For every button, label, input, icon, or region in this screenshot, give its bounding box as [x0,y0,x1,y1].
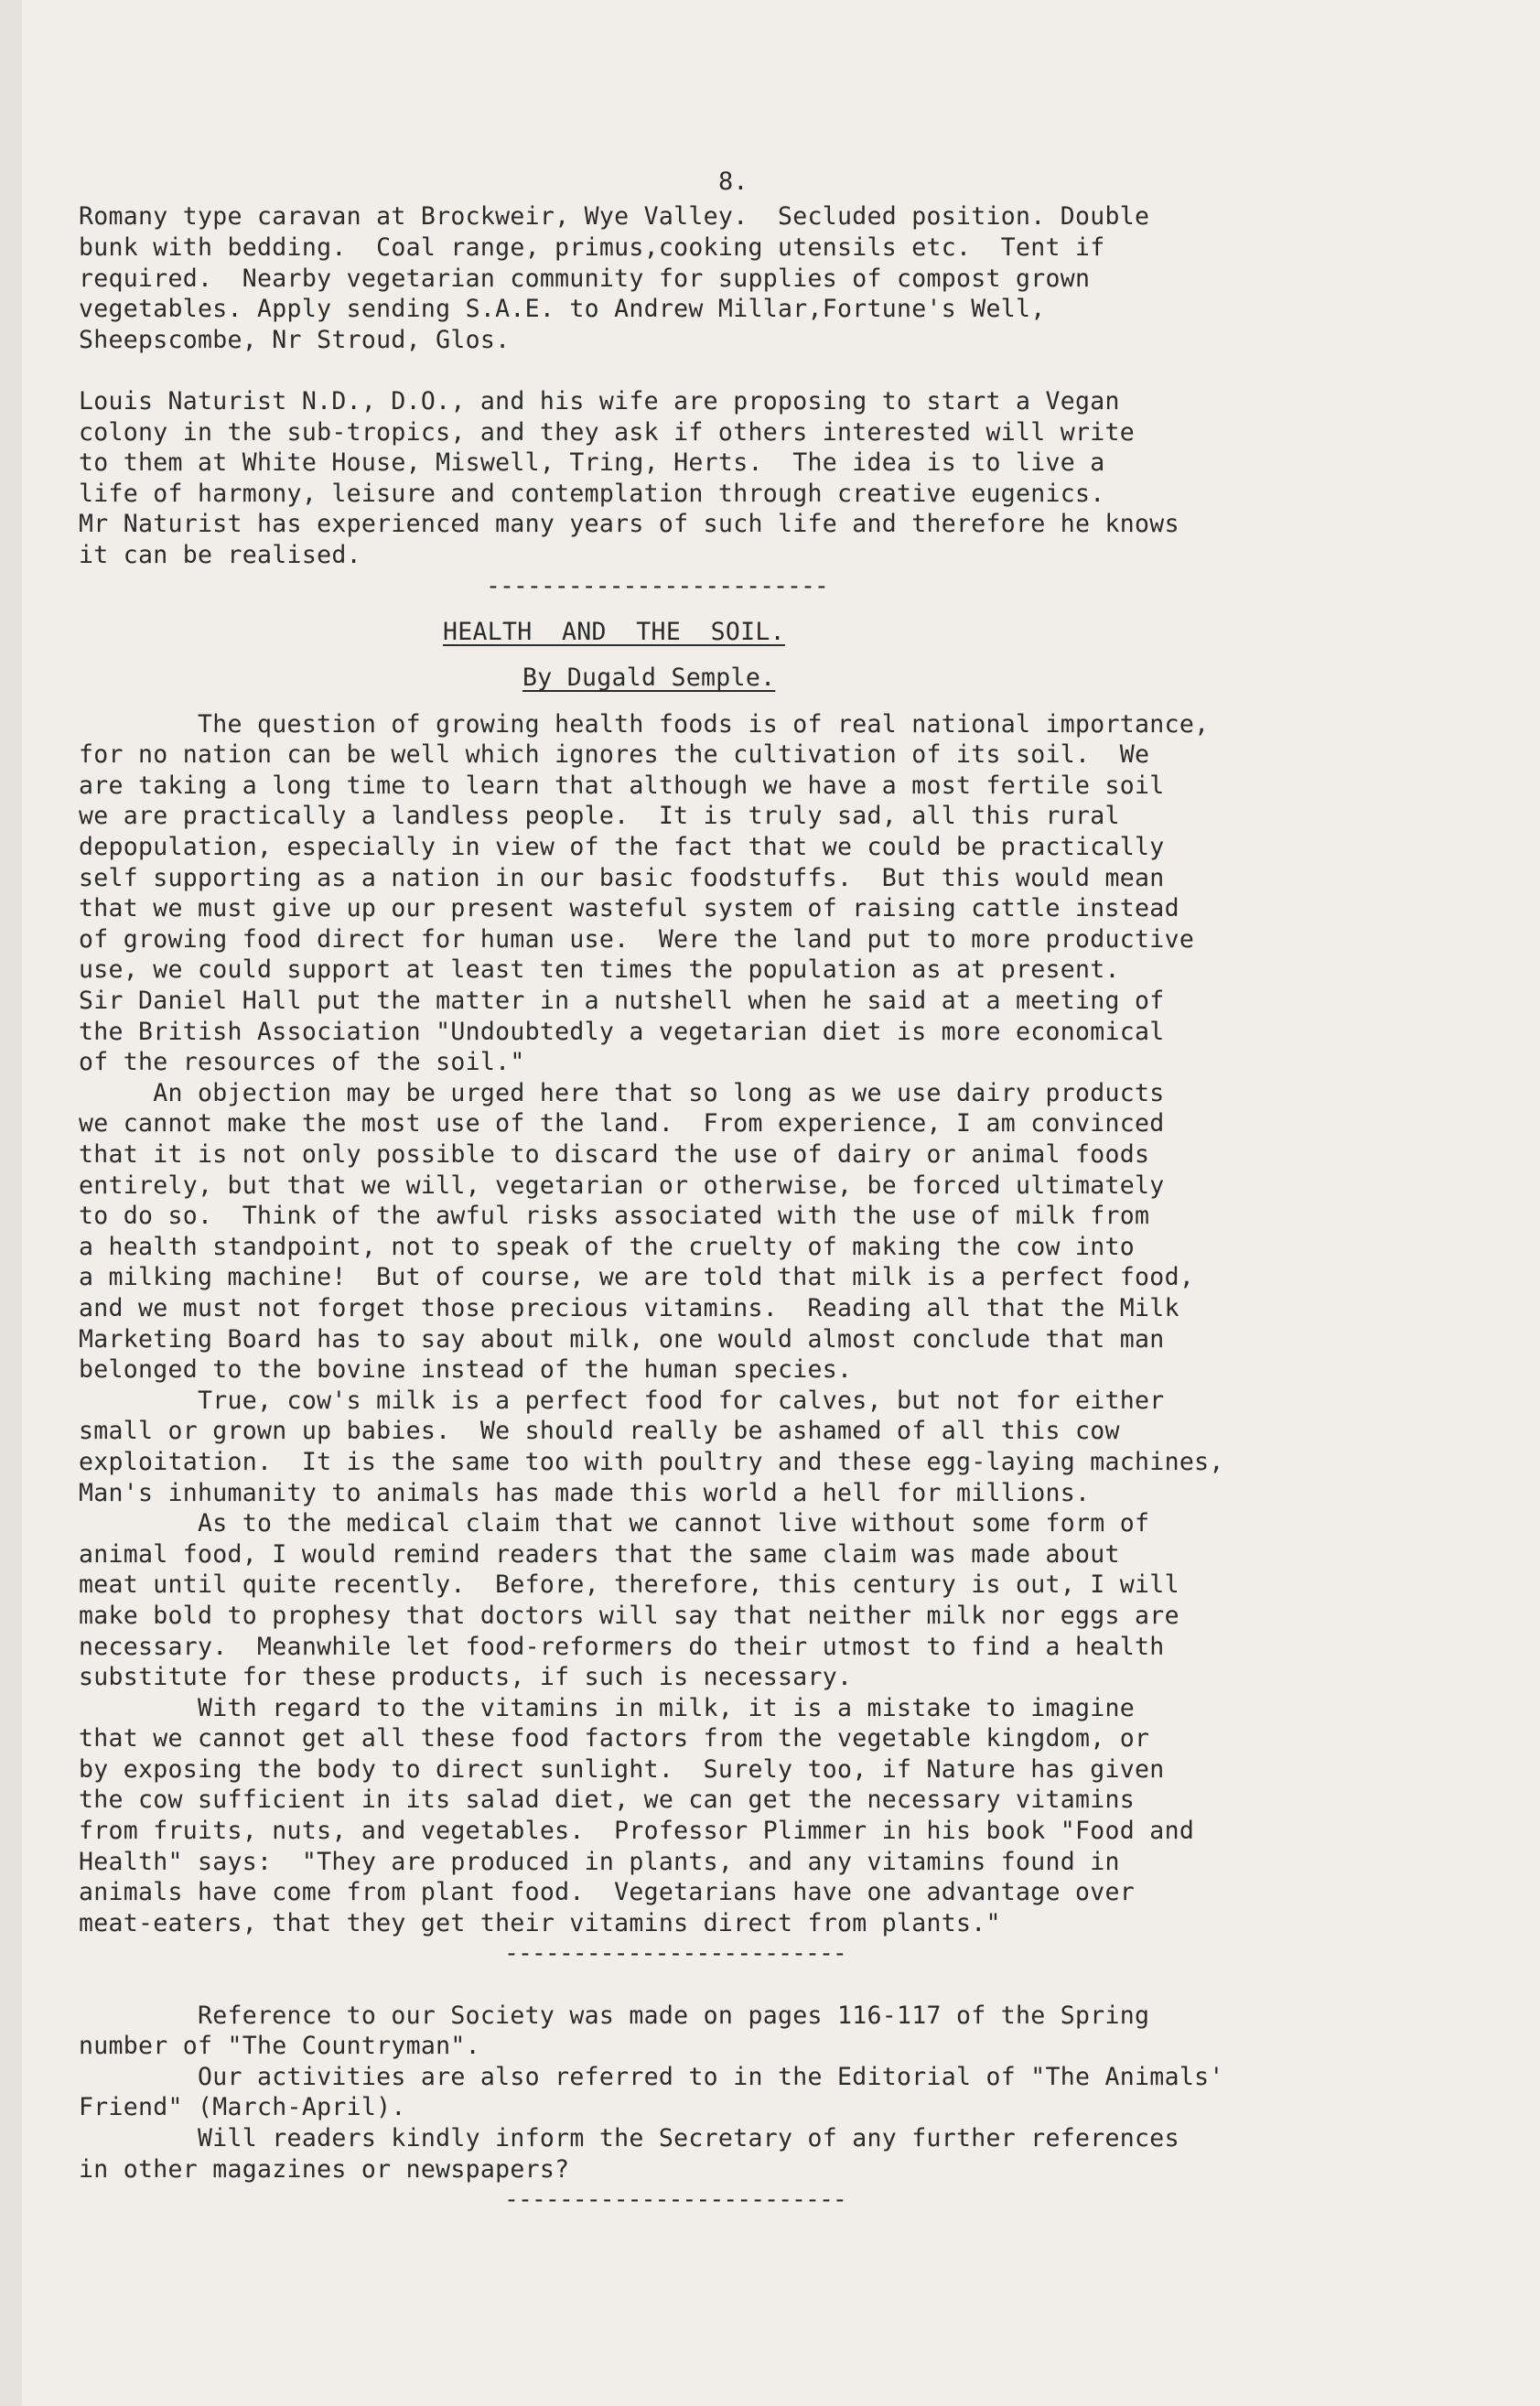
reference-line: Reference to our Society was made on pages 116-117 of the Spring [79,2001,1150,2030]
article-line: Marketing Board has to say about milk, one would almost conclude that man [79,1324,1165,1354]
article-line: As to the medical claim that we cannot live without some form of [79,1509,1150,1538]
reference-line: Our activities are also referred to in the Editorial of "The Animals' [79,2062,1224,2091]
article-line: substitute for these products, if such is necessary. [79,1663,853,1692]
reference-line: Will readers kindly inform the Secretary of any further references [79,2124,1179,2152]
section-divider: ------------------------- [504,1939,846,1969]
reference-line: number of "The Countryman". [79,2032,480,2061]
spacer [79,648,1479,664]
notice-vegan-colony [79,386,1479,571]
article-line: that it is not only possible to discard the use of dairy or animal foods [79,1140,1150,1169]
page-body [79,156,1479,2216]
notice-line: to them at White House, Miswell, Tring, Herts. The idea is to live a [79,448,1105,478]
article-line: depopulation, especially in view of the fact that we could be practically [79,833,1165,862]
spacer [79,355,1479,386]
article-line: Man's inhumanity to animals has made this world a hell for millions. [79,1478,1091,1507]
page-number: 8. [718,167,748,196]
article-line: make bold to prophesy that doctors will say that neither milk nor eggs are [79,1601,1179,1630]
notice-line: Romany type caravan at Brockweir, Wye Valley. Secluded position. Double [79,202,1150,232]
reference-line: in other magazines or newspapers? [79,2154,570,2184]
notice-line: Louis Naturist N.D., D.O., and his wife are proposing to start a Vegan [79,386,1120,415]
notice-caravan [79,201,1479,355]
notice-line: colony in the sub-tropics, and they ask if others interested will write [79,417,1136,447]
article-line: exploitation. It is the same too with poultry and these egg-laying machines, [79,1447,1224,1476]
article-body [79,709,1479,1939]
article-line: Sir Daniel Hall put the matter in a nutshell when he said at a meeting of [79,987,1165,1016]
notice-line: Sheepscombe, Nr Stroud, Glos. [79,325,511,354]
spacer [79,156,1479,187]
article-title [79,617,1479,648]
article-line: small or grown up babies. We should really be ashamed of all this cow [79,1417,1120,1446]
notice-line: bunk with bedding. Coal range, primus,cooking utensils etc. Tent if [79,232,1105,262]
notice-line: life of harmony, leisure and contemplation through creative eugenics. [79,479,1105,508]
article-line: With regard to the vitamins in milk, it is a mistake to imagine [79,1693,1136,1722]
article-line: belonged to the bovine instead of the human species. [79,1355,853,1385]
article-byline-text: By Dugald Semple. [522,664,776,693]
article-line: animals have come from plant food. Vegetarians have one advantage over [79,1878,1136,1907]
notice-line: vegetables. Apply sending S.A.E. to Andrew Millar,Fortune's Well, [79,295,1046,324]
article-line: to do so. Think of the awful risks associated with the use of milk from [79,1202,1150,1231]
article-line: from fruits, nuts, and vegetables. Professor Plimmer in his book "Food and [79,1817,1195,1846]
article-line: The question of growing health foods is of real national importance, [79,709,1210,739]
article-line: that we cannot get all these food factors from the vegetable kingdom, or [79,1724,1150,1753]
article-line: we are practically a landless people. It is truly sad, all this rural [79,802,1120,831]
article-line: entirely, but that we will, vegetarian or otherwise, be forced ultimately [79,1171,1165,1200]
spacer [79,601,1479,617]
article-line: meat-eaters, that they get their vitamins direct from plants." [79,1908,1001,1937]
article-line: the cow sufficient in its salad diet, we can get the necessary vitamins [79,1786,1136,1815]
references-section [79,2001,1479,2185]
article-line: the British Association "Undoubtedly a vegetarian diet is more economical [79,1017,1165,1046]
notice-line: Mr Naturist has experienced many years of such life and therefore he knows [79,510,1179,539]
article-line: are taking a long time to learn that although we have a most fertile soil [79,771,1165,800]
article-line: Health" says: "They are produced in plants, and any vitamins found in [79,1847,1120,1876]
section-divider: ------------------------- [486,571,828,600]
article-line: necessary. Meanwhile let food-reformers do their utmost to find a health [79,1632,1165,1661]
article-line: that we must give up our present wasteful system of raising cattle instead [79,894,1179,923]
article-line: we cannot make the most use of the land. From experience, I am convinced [79,1109,1165,1138]
article-line: of the resources of the soil." [79,1048,525,1077]
page-edge-shadow [0,0,22,2406]
article-line: self supporting as a nation in our basic foodstuffs. But this would mean [79,863,1165,892]
article-title-text: HEALTH AND THE SOIL. [443,617,785,646]
article-line: An objection may be urged here that so long as we use dairy products [79,1078,1165,1107]
article-line: meat until quite recently. Before, therefore, this century is out, I will [79,1570,1179,1600]
article-line: and we must not forget those precious vitamins. Reading all that the Milk [79,1293,1179,1322]
reference-line: Friend" (March-April). [79,2093,406,2122]
article-line: a health standpoint, not to speak of the cruelty of making the cow into [79,1232,1136,1261]
article-byline [79,663,1479,694]
article-line: of growing food direct for human use. Were the land put to more productive [79,924,1195,954]
notice-line: it can be realised. [79,540,361,569]
article-line: animal food, I would remind readers that the same claim was made about [79,1539,1120,1569]
spacer [79,1969,1479,2001]
article-line: True, cow's milk is a perfect food for calves, but not for either [79,1386,1165,1415]
article-line: use, we could support at least ten times the population as at present. [79,955,1120,985]
spacer [79,694,1479,709]
spacer [79,187,1479,202]
notice-line: required. Nearby vegetarian community for supplies of compost grown [79,264,1091,293]
article-line: a milking machine! But of course, we are told that milk is a perfect food, [79,1263,1195,1292]
article-line: for no nation can be well which ignores the cultivation of its soil. We [79,740,1150,770]
article-line: by exposing the body to direct sunlight. Surely too, if Nature has given [79,1754,1165,1784]
section-divider: ------------------------- [504,2185,846,2215]
